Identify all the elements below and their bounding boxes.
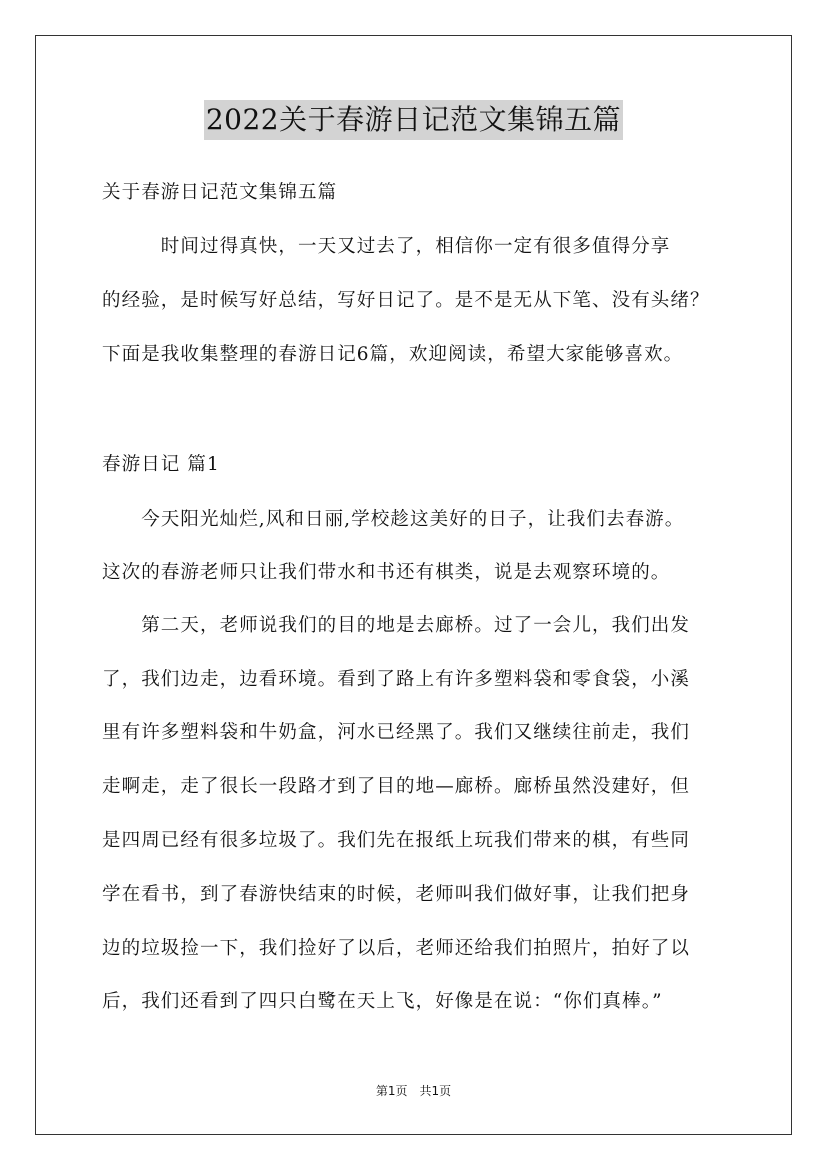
document-title: 2022关于春游日记范文集锦五篇 [204,100,623,140]
page-footer: 第1页 共1页 [375,1084,452,1098]
intro-line-3: 下面是我收集整理的春游日记6篇，欢迎阅读，希望大家能够喜欢。 [102,344,684,365]
body-line-7: 是四周已经有很多垃圾了。我们先在报纸上玩我们带来的棋，有些同 [102,830,691,851]
intro-line-1: 时间过得真快，一天又过去了，相信你一定有很多值得分享 [102,236,671,257]
body-line-3: 第二天，老师说我们的目的地是去廊桥。过了一会儿，我们出发 [102,615,691,636]
title-container [0,100,827,140]
intro-line-2: 的经验，是时候写好总结，写好日记了。是不是无从下笔、没有头绪？ [102,290,710,311]
body-line-2: 这次的春游老师只让我们带水和书还有棋类，说是去观察环境的。 [102,562,671,583]
document-subtitle: 关于春游日记范文集锦五篇 [102,182,338,203]
body-line-5: 里有许多塑料袋和牛奶盒，河水已经黑了。我们又继续往前走，我们 [102,722,691,743]
body-line-8: 学在看书，到了春游快结束的时候，老师叫我们做好事，让我们把身 [102,884,691,905]
body-line-9: 边的垃圾捡一下，我们捡好了以后，老师还给我们拍照片，拍好了以 [102,938,691,959]
body-line-10: 后，我们还看到了四只白鹭在天上飞，好像是在说：“你们真棒。” [102,991,663,1012]
section-heading: 春游日记 篇1 [102,454,220,475]
body-line-4: 了，我们边走，边看环境。看到了路上有许多塑料袋和零食袋，小溪 [102,669,691,690]
body-line-1: 今天阳光灿烂,风和日丽,学校趁这美好的日子，让我们去春游。 [102,509,685,530]
body-line-6: 走啊走，走了很长一段路才到了目的地—廊桥。廊桥虽然没建好，但 [102,776,691,797]
